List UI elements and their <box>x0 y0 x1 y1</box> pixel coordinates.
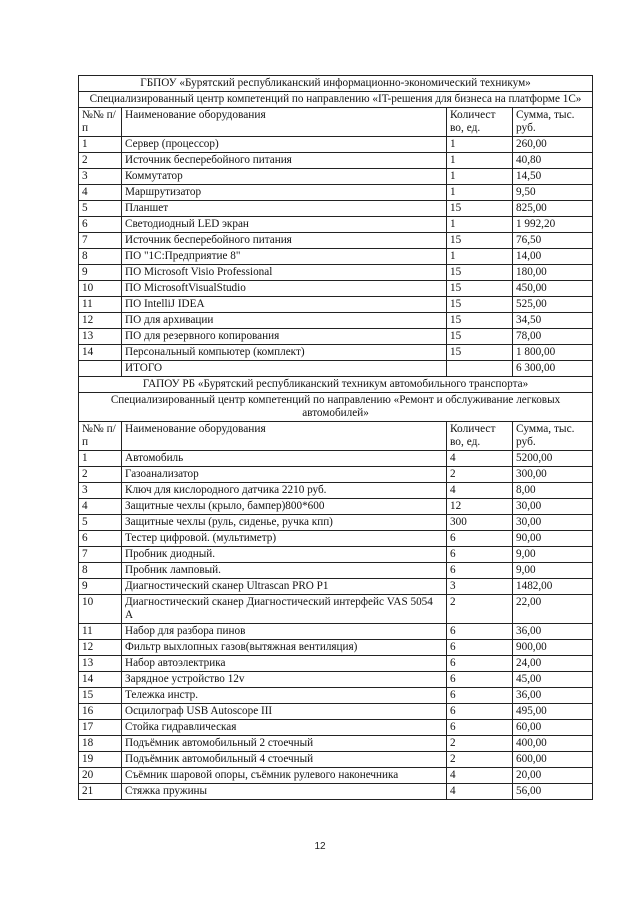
row-number: 14 <box>79 345 122 361</box>
row-number: 7 <box>79 547 122 563</box>
table-row <box>79 329 593 345</box>
quantity: 4 <box>447 784 513 800</box>
amount: 45,00 <box>513 672 593 688</box>
table-row <box>79 483 593 499</box>
table-row <box>79 720 593 736</box>
equipment-name: Источник бесперебойного питания <box>122 153 447 169</box>
amount: 9,50 <box>513 185 593 201</box>
row-number: 4 <box>79 499 122 515</box>
quantity: 1 <box>447 137 513 153</box>
section1-institution-row <box>79 76 593 92</box>
equipment-name: Стяжка пружины <box>122 784 447 800</box>
table-row <box>79 153 593 169</box>
amount: 20,00 <box>513 768 593 784</box>
empty-cell <box>79 361 122 377</box>
equipment-name: Подъёмник автомобильный 2 стоечный <box>122 736 447 752</box>
column-header: Наименование оборудования <box>122 422 447 451</box>
equipment-name: ПО MicrosoftVisualStudio <box>122 281 447 297</box>
table-row <box>79 233 593 249</box>
quantity: 15 <box>447 281 513 297</box>
amount: 450,00 <box>513 281 593 297</box>
row-number: 8 <box>79 249 122 265</box>
amount: 78,00 <box>513 329 593 345</box>
amount: 56,00 <box>513 784 593 800</box>
quantity: 1 <box>447 217 513 233</box>
quantity: 2 <box>447 467 513 483</box>
row-number: 10 <box>79 595 122 624</box>
table-row <box>79 672 593 688</box>
table-row <box>79 345 593 361</box>
quantity: 6 <box>447 531 513 547</box>
row-number: 9 <box>79 579 122 595</box>
table-row <box>79 137 593 153</box>
section1-center-row <box>79 92 593 108</box>
table-row <box>79 688 593 704</box>
quantity: 6 <box>447 720 513 736</box>
amount: 900,00 <box>513 640 593 656</box>
row-number: 3 <box>79 169 122 185</box>
row-number: 5 <box>79 515 122 531</box>
row-number: 7 <box>79 233 122 249</box>
quantity: 1 <box>447 249 513 265</box>
quantity: 15 <box>447 313 513 329</box>
document-page <box>78 75 592 800</box>
section2-header-row <box>79 422 593 451</box>
row-number: 21 <box>79 784 122 800</box>
amount: 22,00 <box>513 595 593 624</box>
table-row <box>79 547 593 563</box>
amount: 30,00 <box>513 499 593 515</box>
equipment-name: Пробник диодный. <box>122 547 447 563</box>
row-number: 11 <box>79 297 122 313</box>
quantity: 2 <box>447 752 513 768</box>
equipment-name: Набор автоэлектрика <box>122 656 447 672</box>
section1-total-row <box>79 361 593 377</box>
row-number: 6 <box>79 531 122 547</box>
table-row <box>79 499 593 515</box>
amount: 600,00 <box>513 752 593 768</box>
amount: 400,00 <box>513 736 593 752</box>
amount: 36,00 <box>513 624 593 640</box>
equipment-name: Коммутатор <box>122 169 447 185</box>
row-number: 16 <box>79 704 122 720</box>
row-number: 12 <box>79 313 122 329</box>
equipment-name: Осцилограф USB Autoscope III <box>122 704 447 720</box>
equipment-name: Съёмник шаровой опоры, съёмник рулевого наконечника <box>122 768 447 784</box>
quantity: 6 <box>447 672 513 688</box>
equipment-name: Набор для разбора пинов <box>122 624 447 640</box>
equipment-name: Фильтр выхлопных газов(вытяжная вентиляция) <box>122 640 447 656</box>
quantity: 3 <box>447 579 513 595</box>
table-row <box>79 595 593 624</box>
table-row <box>79 531 593 547</box>
equipment-name: Диагностический сканер Ultrascan PRO P1 <box>122 579 447 595</box>
equipment-name: Подъёмник автомобильный 4 стоечный <box>122 752 447 768</box>
amount: 825,00 <box>513 201 593 217</box>
column-header: №№ п/п <box>79 422 122 451</box>
quantity: 15 <box>447 297 513 313</box>
equipment-name: Автомобиль <box>122 451 447 467</box>
quantity: 6 <box>447 563 513 579</box>
table-row <box>79 704 593 720</box>
equipment-name: Тележка инстр. <box>122 688 447 704</box>
quantity: 15 <box>447 233 513 249</box>
column-header: Сумма, тыс. руб. <box>513 108 593 137</box>
equipment-name: Планшет <box>122 201 447 217</box>
row-number: 11 <box>79 624 122 640</box>
amount: 36,00 <box>513 688 593 704</box>
amount: 14,50 <box>513 169 593 185</box>
equipment-table <box>78 75 593 800</box>
table-row <box>79 579 593 595</box>
row-number: 20 <box>79 768 122 784</box>
amount: 1 992,20 <box>513 217 593 233</box>
table-row <box>79 313 593 329</box>
amount: 180,00 <box>513 265 593 281</box>
quantity: 2 <box>447 595 513 624</box>
table-row <box>79 515 593 531</box>
table-row <box>79 451 593 467</box>
section2-center-row <box>79 393 593 422</box>
table-row <box>79 249 593 265</box>
equipment-name: Защитные чехлы (руль, сиденье, ручка кпп) <box>122 515 447 531</box>
row-number: 17 <box>79 720 122 736</box>
row-number: 12 <box>79 640 122 656</box>
equipment-name: Диагностический сканер Диагностический интерфейс VAS 5054 A <box>122 595 447 624</box>
column-header: Количест во, ед. <box>447 108 513 137</box>
quantity: 6 <box>447 547 513 563</box>
equipment-name: Тестер цифровой. (мультиметр) <box>122 531 447 547</box>
section1-institution-title: ГБПОУ «Бурятский республиканский информационно-экономический техникум» <box>79 76 593 92</box>
row-number: 18 <box>79 736 122 752</box>
page-number: 12 <box>314 841 326 852</box>
quantity: 6 <box>447 688 513 704</box>
equipment-name: Пробник ламповый. <box>122 563 447 579</box>
table-row <box>79 201 593 217</box>
quantity: 6 <box>447 656 513 672</box>
column-header: Сумма, тыс. руб. <box>513 422 593 451</box>
quantity: 15 <box>447 329 513 345</box>
quantity: 300 <box>447 515 513 531</box>
table-row <box>79 169 593 185</box>
equipment-name: ПО для резервного копирования <box>122 329 447 345</box>
row-number: 2 <box>79 153 122 169</box>
table-row <box>79 563 593 579</box>
table-row <box>79 736 593 752</box>
row-number: 1 <box>79 451 122 467</box>
table-row <box>79 624 593 640</box>
table-row <box>79 752 593 768</box>
row-number: 19 <box>79 752 122 768</box>
equipment-name: ПО Microsoft Visio Professional <box>122 265 447 281</box>
column-header: Наименование оборудования <box>122 108 447 137</box>
amount: 1482,00 <box>513 579 593 595</box>
empty-cell <box>447 361 513 377</box>
equipment-name: Маршрутизатор <box>122 185 447 201</box>
equipment-name: Газоанализатор <box>122 467 447 483</box>
quantity: 4 <box>447 483 513 499</box>
table-row <box>79 467 593 483</box>
section2-center-title: Специализированный центр компетенций по направлению «Ремонт и обслуживание легковых автомобилей» <box>79 393 593 422</box>
amount: 495,00 <box>513 704 593 720</box>
table-row <box>79 217 593 233</box>
total-value: 6 300,00 <box>513 361 593 377</box>
equipment-name: ПО для архивации <box>122 313 447 329</box>
row-number: 3 <box>79 483 122 499</box>
quantity: 4 <box>447 451 513 467</box>
table-row <box>79 768 593 784</box>
amount: 60,00 <box>513 720 593 736</box>
equipment-name: Персональный компьютер (комплект) <box>122 345 447 361</box>
equipment-name: Сервер (процессор) <box>122 137 447 153</box>
equipment-name: Зарядное устройство 12v <box>122 672 447 688</box>
column-header: №№ п/п <box>79 108 122 137</box>
table-row <box>79 656 593 672</box>
quantity: 4 <box>447 768 513 784</box>
amount: 260,00 <box>513 137 593 153</box>
quantity: 2 <box>447 736 513 752</box>
table-row <box>79 640 593 656</box>
amount: 24,00 <box>513 656 593 672</box>
quantity: 1 <box>447 169 513 185</box>
quantity: 1 <box>447 185 513 201</box>
equipment-name: Защитные чехлы (крыло, бампер)800*600 <box>122 499 447 515</box>
quantity: 12 <box>447 499 513 515</box>
equipment-name: ПО IntelliJ IDEA <box>122 297 447 313</box>
table-row <box>79 281 593 297</box>
row-number: 5 <box>79 201 122 217</box>
amount: 90,00 <box>513 531 593 547</box>
amount: 8,00 <box>513 483 593 499</box>
row-number: 9 <box>79 265 122 281</box>
table-row <box>79 784 593 800</box>
amount: 300,00 <box>513 467 593 483</box>
quantity: 15 <box>447 201 513 217</box>
table-row <box>79 297 593 313</box>
quantity: 6 <box>447 640 513 656</box>
amount: 1 800,00 <box>513 345 593 361</box>
section1-header-row <box>79 108 593 137</box>
table-row <box>79 265 593 281</box>
quantity: 15 <box>447 345 513 361</box>
row-number: 10 <box>79 281 122 297</box>
amount: 34,50 <box>513 313 593 329</box>
equipment-name: Источник бесперебойного питания <box>122 233 447 249</box>
table-row <box>79 185 593 201</box>
section1-center-title: Специализированный центр компетенций по направлению «IT-решения для бизнеса на платформе 1С» <box>79 92 593 108</box>
row-number: 13 <box>79 329 122 345</box>
amount: 76,50 <box>513 233 593 249</box>
equipment-name: Светодиодный LED экран <box>122 217 447 233</box>
total-label: ИТОГО <box>122 361 447 377</box>
row-number: 2 <box>79 467 122 483</box>
row-number: 15 <box>79 688 122 704</box>
column-header: Количест во, ед. <box>447 422 513 451</box>
amount: 5200,00 <box>513 451 593 467</box>
section2-institution-row <box>79 377 593 393</box>
equipment-name: ПО "1С:Предприятие 8" <box>122 249 447 265</box>
amount: 40,80 <box>513 153 593 169</box>
quantity: 15 <box>447 265 513 281</box>
equipment-name: Ключ для кислородного датчика 2210 руб. <box>122 483 447 499</box>
amount: 14,00 <box>513 249 593 265</box>
row-number: 8 <box>79 563 122 579</box>
section2-institution-title: ГАПОУ РБ «Бурятский республиканский техникум автомобильного транспорта» <box>79 377 593 393</box>
quantity: 1 <box>447 153 513 169</box>
equipment-name: Стойка гидравлическая <box>122 720 447 736</box>
amount: 9,00 <box>513 547 593 563</box>
row-number: 6 <box>79 217 122 233</box>
amount: 30,00 <box>513 515 593 531</box>
row-number: 4 <box>79 185 122 201</box>
quantity: 6 <box>447 624 513 640</box>
row-number: 1 <box>79 137 122 153</box>
row-number: 14 <box>79 672 122 688</box>
quantity: 6 <box>447 704 513 720</box>
amount: 525,00 <box>513 297 593 313</box>
row-number: 13 <box>79 656 122 672</box>
amount: 9,00 <box>513 563 593 579</box>
